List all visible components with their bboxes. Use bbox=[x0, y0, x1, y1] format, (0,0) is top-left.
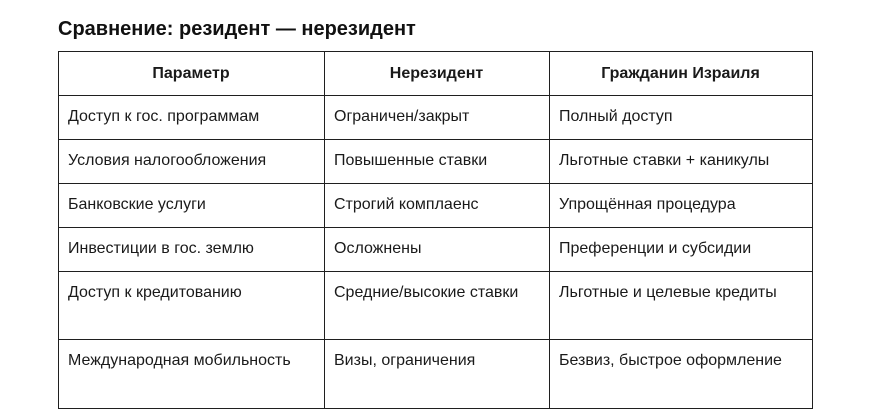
header-nonresident: Нерезидент bbox=[325, 52, 550, 96]
table-row bbox=[59, 140, 813, 184]
comparison-table bbox=[58, 51, 813, 409]
cell-nonresident: Средние/высокие ставки bbox=[325, 272, 550, 340]
cell-parameter: Доступ к гос. программам bbox=[59, 96, 325, 140]
cell-parameter: Условия налогообложения bbox=[59, 140, 325, 184]
cell-nonresident: Ограничен/закрыт bbox=[325, 96, 550, 140]
table-row bbox=[59, 340, 813, 409]
cell-israeli-citizen: Безвиз, быстрое оформление bbox=[550, 340, 813, 409]
cell-parameter: Международная мобильность bbox=[59, 340, 325, 409]
cell-israeli-citizen: Полный доступ bbox=[550, 96, 813, 140]
cell-parameter: Доступ к кредитованию bbox=[59, 272, 325, 340]
table-row bbox=[59, 184, 813, 228]
cell-nonresident: Визы, ограничения bbox=[325, 340, 550, 409]
cell-parameter: Инвестиции в гос. землю bbox=[59, 228, 325, 272]
cell-israeli-citizen: Упрощённая процедура bbox=[550, 184, 813, 228]
cell-nonresident: Осложнены bbox=[325, 228, 550, 272]
cell-parameter: Банковские услуги bbox=[59, 184, 325, 228]
header-israeli-citizen: Гражданин Израиля bbox=[550, 52, 813, 96]
header-parameter: Параметр bbox=[59, 52, 325, 96]
cell-nonresident: Строгий комплаенс bbox=[325, 184, 550, 228]
cell-israeli-citizen: Льготные и целевые кредиты bbox=[550, 272, 813, 340]
page-title: Сравнение: резидент — нерезидент bbox=[58, 18, 416, 40]
cell-nonresident: Повышенные ставки bbox=[325, 140, 550, 184]
cell-israeli-citizen: Льготные ставки + каникулы bbox=[550, 140, 813, 184]
table-row bbox=[59, 96, 813, 140]
table-header-row bbox=[59, 52, 813, 96]
table-row bbox=[59, 272, 813, 340]
table-row bbox=[59, 228, 813, 272]
cell-israeli-citizen: Преференции и субсидии bbox=[550, 228, 813, 272]
